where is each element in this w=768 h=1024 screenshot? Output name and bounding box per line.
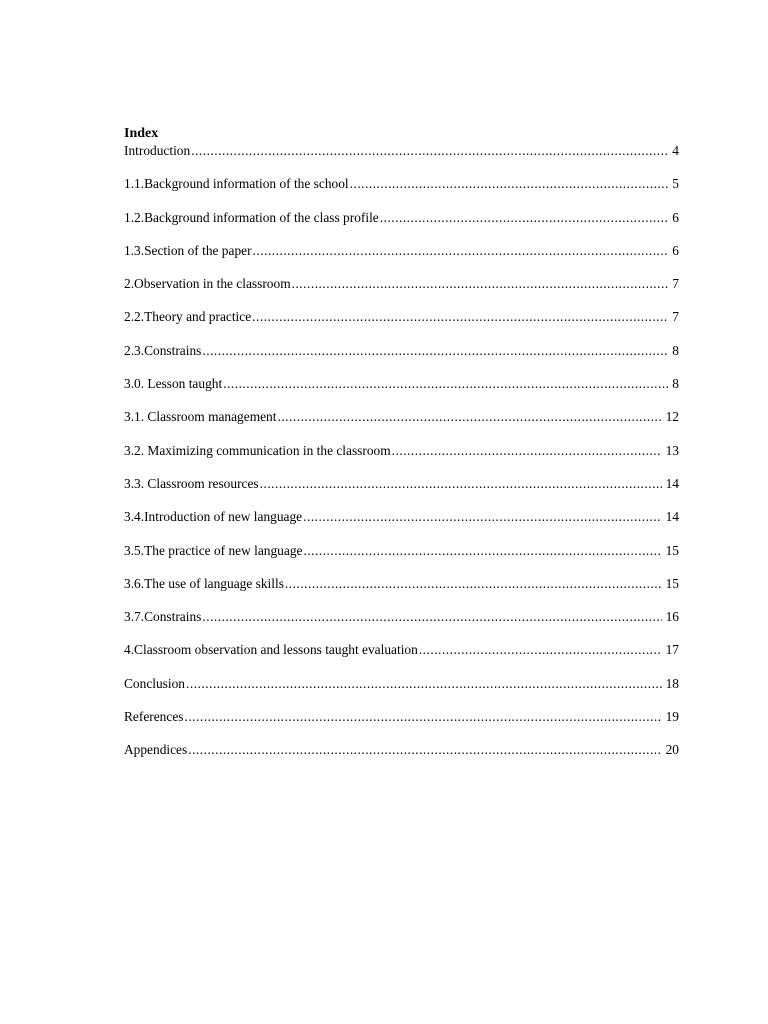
toc-entry[interactable] bbox=[124, 641, 679, 659]
toc-entry-label: 1.2.Background information of the class profile bbox=[124, 209, 379, 225]
dot-leader bbox=[419, 641, 662, 659]
toc-entry-page-number: 7 bbox=[672, 309, 679, 325]
toc-entry-label: 2.Observation in the classroom bbox=[124, 276, 291, 292]
toc-entry-label: 2.3.Constrains bbox=[124, 342, 202, 358]
dot-leader bbox=[392, 442, 662, 460]
toc-entry-page-number: 14 bbox=[665, 475, 679, 491]
dot-leader bbox=[191, 142, 668, 160]
toc-entry-page-number: 15 bbox=[665, 575, 679, 591]
toc-entry-label: 4.Classroom observation and lessons taught evaluation bbox=[124, 642, 418, 658]
toc-entry[interactable] bbox=[124, 342, 679, 360]
toc-entry-page-number: 19 bbox=[665, 709, 679, 725]
toc-entry[interactable] bbox=[124, 675, 679, 693]
toc-entry[interactable] bbox=[124, 175, 679, 193]
toc-entry-page-number: 12 bbox=[665, 409, 679, 425]
dot-leader bbox=[184, 708, 661, 726]
toc-entry[interactable] bbox=[124, 442, 679, 460]
toc-entry-label: 3.5.The practice of new language bbox=[124, 542, 303, 558]
dot-leader bbox=[252, 308, 668, 326]
toc-entry-label: Appendices bbox=[124, 742, 188, 758]
dot-leader bbox=[285, 575, 662, 593]
toc-entry[interactable] bbox=[124, 508, 679, 526]
toc-entry[interactable] bbox=[124, 275, 679, 293]
toc-entry-label: 3.0. Lesson taught bbox=[124, 376, 223, 392]
toc-entry-page-number: 15 bbox=[665, 542, 679, 558]
dot-leader bbox=[303, 542, 661, 560]
toc-entry-label: References bbox=[124, 709, 184, 725]
toc-entry[interactable] bbox=[124, 408, 679, 426]
toc-entry-label: 3.7.Constrains bbox=[124, 609, 202, 625]
toc-title: Index bbox=[124, 126, 159, 141]
toc-entry-page-number: 20 bbox=[665, 742, 679, 758]
dot-leader bbox=[277, 408, 661, 426]
dot-leader bbox=[202, 608, 661, 626]
dot-leader bbox=[188, 741, 661, 759]
toc-entry-page-number: 6 bbox=[672, 242, 679, 258]
dot-leader bbox=[380, 209, 669, 227]
toc-entry[interactable] bbox=[124, 308, 679, 326]
toc-entry[interactable] bbox=[124, 475, 679, 493]
toc-list bbox=[124, 142, 679, 759]
toc-entry-label: 3.6.The use of language skills bbox=[124, 575, 284, 591]
toc-entry[interactable] bbox=[124, 375, 679, 393]
table-of-contents bbox=[124, 125, 679, 775]
toc-entry-page-number: 16 bbox=[665, 609, 679, 625]
toc-entry-page-number: 8 bbox=[672, 342, 679, 358]
toc-entry[interactable] bbox=[124, 142, 679, 160]
toc-entry[interactable] bbox=[124, 242, 679, 260]
toc-entry[interactable] bbox=[124, 542, 679, 560]
dot-leader bbox=[260, 475, 662, 493]
dot-leader bbox=[202, 342, 668, 360]
toc-entry-label: 2.2.Theory and practice bbox=[124, 309, 252, 325]
toc-entry-label: Conclusion bbox=[124, 675, 186, 691]
toc-entry[interactable] bbox=[124, 575, 679, 593]
toc-entry-page-number: 7 bbox=[672, 276, 679, 292]
toc-entry-label: 3.4.Introduction of new language bbox=[124, 509, 303, 525]
toc-entry-label: 1.3.Section of the paper bbox=[124, 242, 252, 258]
toc-entry-page-number: 6 bbox=[672, 209, 679, 225]
toc-entry-page-number: 14 bbox=[665, 509, 679, 525]
dot-leader bbox=[303, 508, 661, 526]
toc-entry-page-number: 4 bbox=[672, 143, 679, 158]
toc-entry-label: 3.2. Maximizing communication in the classroom bbox=[124, 442, 391, 458]
toc-entry-page-number: 5 bbox=[672, 176, 679, 192]
dot-leader bbox=[292, 275, 669, 293]
toc-entry-label: 3.1. Classroom management bbox=[124, 409, 277, 425]
toc-entry-page-number: 18 bbox=[665, 675, 679, 691]
toc-entry[interactable] bbox=[124, 708, 679, 726]
toc-entry-page-number: 8 bbox=[672, 376, 679, 392]
toc-entry-page-number: 13 bbox=[665, 442, 679, 458]
toc-entry-page-number: 17 bbox=[665, 642, 679, 658]
toc-entry[interactable] bbox=[124, 608, 679, 626]
dot-leader bbox=[253, 242, 669, 260]
toc-entry-label: Introduction bbox=[124, 143, 191, 158]
dot-leader bbox=[186, 675, 662, 693]
dot-leader bbox=[223, 375, 668, 393]
toc-entry[interactable] bbox=[124, 209, 679, 227]
dot-leader bbox=[350, 175, 669, 193]
toc-entry-label: 3.3. Classroom resources bbox=[124, 475, 259, 491]
toc-entry-label: 1.1.Background information of the school bbox=[124, 176, 349, 192]
toc-entry[interactable] bbox=[124, 741, 679, 759]
